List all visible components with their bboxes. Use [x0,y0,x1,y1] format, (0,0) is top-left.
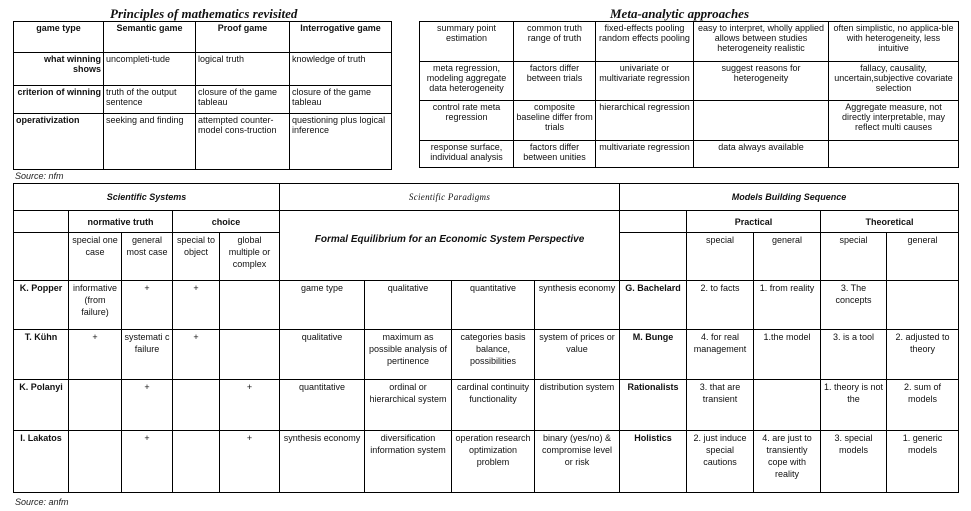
paradigm-cell: maximum as possible analysis of pertinence [365,330,452,380]
scientific-systems-table [13,183,959,493]
math-row-label: operativization [14,114,104,170]
model-cell: 2. adjusted to theory [887,330,959,380]
model-cell: 4. are just to transiently cope with reality [754,431,821,493]
system-cell [220,281,280,330]
system-cell: + [173,330,220,380]
math-header-cell: Interrogative game [290,22,392,53]
choice-header: choice [173,211,280,233]
model-cell: 3. The concepts [821,281,887,330]
thinker-name: I. Lakatos [14,431,69,493]
model-sub-header: special [821,233,887,281]
system-cell: + [122,281,173,330]
bottom-source-note: Source: anfm [15,497,69,507]
meta-cell: summary point estimation [420,22,514,62]
model-cell: 1. generic models [887,431,959,493]
paradigm-cell: quantitative [452,281,535,330]
system-cell [220,330,280,380]
math-cell: questioning plus logical inference [290,114,392,170]
model-cell: 2. to facts [687,281,754,330]
system-cell [173,380,220,431]
meta-cell: meta regression, modeling aggregate data heterogeneity [420,62,514,101]
meta-cell [829,141,959,168]
model-school-name: Rationalists [620,380,687,431]
meta-cell: factors differ between trials [514,62,596,101]
meta-cell: factors differ between unities [514,141,596,168]
meta-cell: hierarchical regression [596,101,694,141]
model-cell: 1.the model [754,330,821,380]
sub-header-cell: general most case [122,233,173,281]
system-cell [69,431,122,493]
system-cell [173,431,220,493]
model-cell: 1. theory is not the [821,380,887,431]
paradigm-cell: qualitative [280,330,365,380]
system-cell [69,380,122,431]
system-cell: + [122,431,173,493]
paradigm-cell: distribution system [535,380,620,431]
empty-cell [620,211,687,233]
math-cell: closure of the game tableau [290,86,392,114]
empty-cell [620,233,687,281]
system-cell: systemati c failure [122,330,173,380]
meta-cell: multivariate regression [596,141,694,168]
paradigm-cell: game type [280,281,365,330]
paradigm-cell: operation research optimization problem [452,431,535,493]
models-building-header: Models Building Sequence [620,184,959,211]
model-sub-header: general [754,233,821,281]
model-cell [887,281,959,330]
meta-cell: easy to interpret, wholly applied allows between studies heterogeneity realistic [694,22,829,62]
meta-analytic-table [419,21,959,168]
math-row-label: criterion of winning [14,86,104,114]
system-cell: + [220,380,280,431]
scientific-systems-header: Scientific Systems [14,184,280,211]
math-header-cell: Semantic game [104,22,196,53]
meta-cell: response surface, individual analysis [420,141,514,168]
theoretical-header: Theoretical [821,211,959,233]
sub-header-cell: special one case [69,233,122,281]
meta-cell: common truth range of truth [514,22,596,62]
math-cell: truth of the output sentence [104,86,196,114]
model-cell: 3. special models [821,431,887,493]
paradigm-cell: qualitative [365,281,452,330]
math-table-title: Principles of mathematics revisited [110,6,298,21]
meta-cell: suggest reasons for heterogeneity [694,62,829,101]
paradigm-cell: quantitative [280,380,365,431]
sub-header-cell: special to object [173,233,220,281]
thinker-name: T. Kühn [14,330,69,380]
practical-header: Practical [687,211,821,233]
model-school-name: G. Bachelard [620,281,687,330]
normative-truth-header: normative truth [69,211,173,233]
meta-cell: univariate or multivariate regression [596,62,694,101]
math-header-cell: Proof game [196,22,290,53]
system-cell: + [173,281,220,330]
math-cell: knowledge of truth [290,53,392,86]
model-cell: 3. that are transient [687,380,754,431]
empty-cell [14,211,69,233]
model-school-name: Holistics [620,431,687,493]
paradigm-cell: binary (yes/no) & compromise level or risk [535,431,620,493]
math-source-note: Source: nfm [15,171,64,181]
math-cell: attempted counter-model cons-truction [196,114,290,170]
meta-cell: composite baseline differ from trials [514,101,596,141]
meta-cell [694,101,829,141]
sub-header-cell: global multiple or complex [220,233,280,281]
empty-cell [280,211,620,233]
system-cell: informative (from failure) [69,281,122,330]
math-cell: uncompleti-tude [104,53,196,86]
model-cell [754,380,821,431]
math-row-label: what winning shows [14,53,104,86]
model-cell: 1. from reality [754,281,821,330]
scientific-paradigms-header: Scientific Paradigms [280,184,620,211]
paradigm-cell: synthesis economy [535,281,620,330]
system-cell: + [220,431,280,493]
model-sub-header: general [887,233,959,281]
math-cell: seeking and finding [104,114,196,170]
paradigm-cell: synthesis economy [280,431,365,493]
system-cell: + [69,330,122,380]
meta-cell: fixed-effects pooling random effects pooling [596,22,694,62]
meta-cell: data always available [694,141,829,168]
paradigm-cell: ordinal or hierarchical system [365,380,452,431]
math-principles-table [13,21,392,170]
math-cell: closure of the game tableau [196,86,290,114]
meta-table-title: Meta-analytic approaches [610,6,750,21]
model-sub-header: special [687,233,754,281]
model-cell: 2. sum of models [887,380,959,431]
meta-cell: often simplistic, no applica-ble with heterogeneity, less intuitive [829,22,959,62]
model-cell: 3. is a tool [821,330,887,380]
math-header-cell: game type [14,22,104,53]
math-cell: logical truth [196,53,290,86]
thinker-name: K. Popper [14,281,69,330]
paradigm-cell: cardinal continuity functionality [452,380,535,431]
model-school-name: M. Bunge [620,330,687,380]
meta-cell: Aggregate measure, not directly interpretable, may reflect multi causes [829,101,959,141]
model-cell: 2. just induce special cautions [687,431,754,493]
meta-cell: control rate meta regression [420,101,514,141]
meta-cell: fallacy, causality, uncertain,subjective covariate selection [829,62,959,101]
thinker-name: K. Polanyi [14,380,69,431]
formal-equilibrium-header: Formal Equilibrium for an Economic System Perspective [280,233,620,281]
paradigm-cell: diversification information system [365,431,452,493]
system-cell: + [122,380,173,431]
empty-cell [14,233,69,281]
model-cell: 4. for real management [687,330,754,380]
paradigm-cell: system of prices or value [535,330,620,380]
paradigm-cell: categories basis balance, possibilities [452,330,535,380]
